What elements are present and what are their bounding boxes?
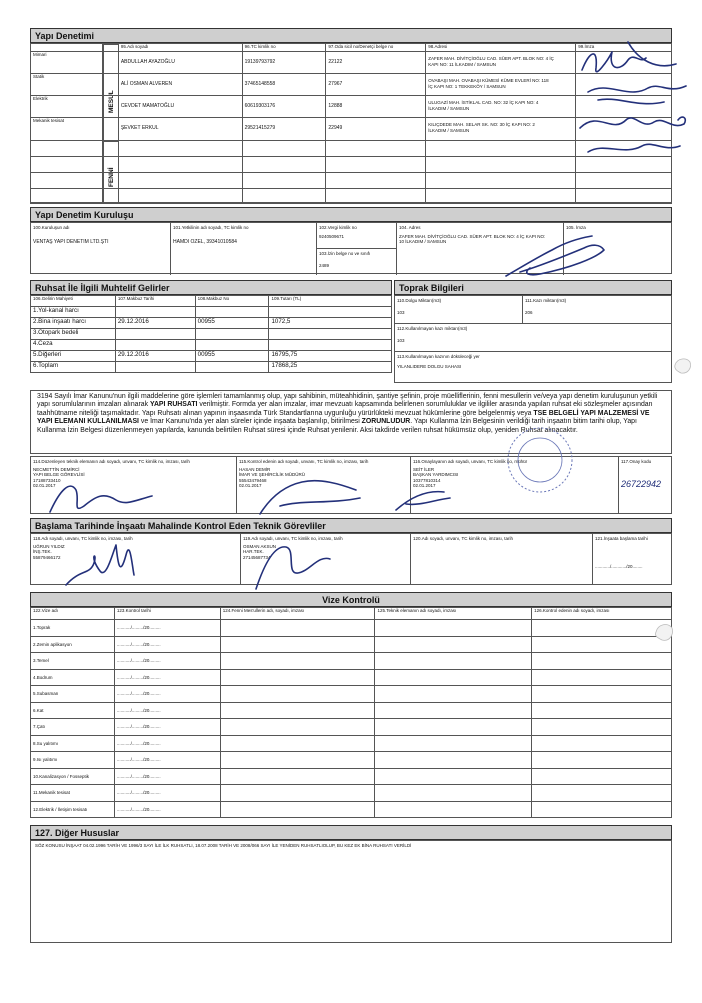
approval-114-name: NECMETTİN DEMİRCİ [33, 466, 80, 472]
approval-116-date: 02.01.2017 [413, 483, 436, 488]
section-ruhsat: Ruhsat İle İlgili Muhtelif Gelirler [30, 280, 392, 295]
toprak-kullanilmayan: 103 [397, 337, 405, 343]
vize-row-date: .........../........./20......... [114, 653, 220, 670]
gelir-date [115, 340, 195, 351]
gelir-header-tutar: 109.Tutarı (TL) [269, 296, 392, 307]
baslama-119-title: HAR.TEK. [243, 549, 264, 554]
vize-row-name: 9.Isı yalıtımı [31, 752, 115, 769]
toprak-dolgu: 103 [397, 309, 405, 315]
toprak-kazi-label: 111.Kazı miktarı(m3) [525, 298, 567, 303]
approval-115-date: 02.01.2017 [239, 483, 262, 488]
vize-row-name: 6.Kat [31, 702, 115, 719]
gelir-amount: 1072,5 [269, 318, 392, 329]
approval-114-label: 114.Düzenleyen teknik elemanın adı soyadı, unvanı, TC kimlik no, imzası, tarih [33, 459, 190, 464]
statement-part-3: ve İmar Kanunu'nda yer alan süreler içinde inşaata başlanılıp, bitirilmesi [138, 418, 362, 426]
vize-row-name: 4.Bodrum [31, 669, 115, 686]
denetim-name: ALİ OSMAN ALVEREN [118, 74, 242, 96]
vize-row-date: .........../........./20......... [114, 785, 220, 802]
denetim-role: Statik [31, 74, 103, 96]
denetim-role: Mekanik tesisat [31, 118, 103, 141]
gelir-date [115, 329, 195, 340]
baslama-signatures [60, 525, 340, 595]
gelir-name: 4.Ceza [31, 340, 116, 351]
vize-row-date: .........../........./20......... [114, 719, 220, 736]
gelir-no: 00955 [195, 318, 269, 329]
gelir-no [195, 340, 269, 351]
ruhsat-statement [30, 390, 672, 454]
gelir-header-tarih: 107.Makbuz Tarihi [115, 296, 195, 307]
toprak-block [394, 295, 672, 383]
baslama-118-title: İNŞ.TEK. [33, 549, 52, 554]
kurulus-adres-1: ZAFER MAH. DİVİTÇİOĞLU CAD. SÜER APT. BLOK NO: 4 İÇ KAPI NO: [399, 233, 546, 239]
baslama-120-label: 120.Adı soyadı, unvanı, TC kimlik no, imzası, tarih [413, 536, 513, 541]
approval-114-tc: 17188733410 [33, 477, 61, 483]
kurulus-yetkili: HAMDİ ÖZEL, 39341010584 [173, 238, 237, 245]
baslama-118-name: UĞRUN YILDIZ [33, 543, 65, 549]
denetim-header-name: 95.Adı soyadı [118, 44, 242, 52]
gelir-name: 3.Otopark bedeli [31, 329, 116, 340]
gelir-date [115, 307, 195, 318]
gelir-date: 29.12.2016 [115, 318, 195, 329]
denetim-header-tc: 96.TC kimlik no [242, 44, 326, 52]
vize-row-date: .........../........./20......... [114, 801, 220, 818]
kurulus-imza-label: 105. İmza [566, 225, 586, 230]
vize-header-teknik: 125.Teknik elemanın adı soyadı, imzası [375, 608, 532, 620]
approval-115-name: HASAN DEMİR [239, 466, 271, 472]
approval-115-tc: 55543479468 [239, 477, 267, 483]
gelir-total: 17868,25 [269, 362, 392, 373]
gelir-header-no: 108.Makbuz No [195, 296, 269, 307]
approval-114-title: YAPI BELGE GÖREVLİSİ [33, 472, 85, 477]
section-kurulus: Yapı Denetim Kuruluşu [30, 207, 672, 222]
vize-row-date: .........../........./20......... [114, 669, 220, 686]
vize-row-name: 8.Su yalıtımı [31, 735, 115, 752]
statement-part-4: . Yapı Kullanma İzin Belgesinin verildiği tarih inşaatın bitim tarihi olup, Yapı Kullanma İzin Belgesi düzenlenmeyen yapılarda, kanunda belirtilen Ruhsat süresi içinde Ruhsat yenilenir. Aksi takdirde verilen ruhsat hükümsüz olup, yeniden Ruhsat alınacaktır. [37, 418, 637, 434]
gelir-no [195, 307, 269, 318]
vize-row-date: .........../........./20......... [114, 752, 220, 769]
baslama-119-name: OSMAN AKSUN [243, 543, 277, 549]
statement-bold-zorunludur: ZORUNLUDUR [361, 418, 411, 426]
denetim-name: ŞEVKET ERKUL [118, 118, 242, 141]
kurulus-izin: 2489 [319, 262, 330, 268]
section-diger: 127. Diğer Hususlar [30, 825, 672, 840]
denetim-address-2: İLKADIM / SAMSUN [428, 105, 470, 111]
denetim-sicil: 27967 [326, 74, 426, 96]
vize-header-name: 122.Vize adı [31, 608, 115, 620]
gelir-date [115, 362, 195, 373]
gelir-no [195, 329, 269, 340]
approval-signatures [40, 470, 460, 520]
baslama-118-tc: 55879466172 [33, 554, 61, 560]
baslama-119-tc: 27145687734 [243, 554, 271, 560]
denetim-address-1: OVABAŞI MAH. OVABAŞI KÜMESİ KÜME EVLERİ NO: 118 [428, 78, 549, 83]
diger-text: SÖZ KONUSU İNŞAAT 04.02.1996 TARİH VE 1996/3 SAYI İLE İLK RUHSATLI, 18.07.2008 TARİH VE 2008/066 SAYI İLE YENİDEN RUHSATLIOLUP, BU KEZ EK BİNA RUHSATI VERİLDİ [35, 843, 412, 848]
denetim-tc: 19139793792 [242, 52, 326, 74]
kurulus-name-label: 100.Kuruluşun adı [33, 225, 70, 230]
kurulus-vergi-label: 102.Vergi kimlik no [319, 225, 357, 230]
fenni-label: FENNİ [108, 167, 115, 187]
approval-114-date: 02.01.2017 [33, 483, 56, 488]
denetim-address-1: KILIÇDEDE MAH. SELAR SK. NO: 30 İÇ KAPI NO: 2 [428, 122, 535, 127]
statement-part-1: 3194 Sayılı İmar Kanunu'nun ilgili maddelerine göre işlemleri tamamlanmış olup, yapı sahibinin, müteahhidinin, şantiye şefinin, proje müelliflerinin, fenni mesullerin ve/veya yapı denetim kuruluşunun yetkili yapı sorumlularının imzaları alınarak [37, 393, 658, 409]
denetim-tc: 60619303176 [242, 96, 326, 118]
gelir-amount: 16795,75 [269, 351, 392, 362]
vize-row-name: 2.Zemin aplikasyon [31, 636, 115, 653]
kurulus-izin-label: 103.İzin belge no ve sınıfı [319, 251, 371, 256]
approval-115-label: 115.Kontrol edenin adı soyadı, unvanı, TC kimlik no, imzası, tarih [239, 459, 369, 464]
vize-row-name: 5.Subasman [31, 686, 115, 703]
denetim-tc: 29521415279 [242, 118, 326, 141]
gelir-header-mahiyet: 106.Gelirin Mahiyeti [31, 296, 116, 307]
official-seal [505, 425, 575, 495]
vize-table [30, 607, 672, 818]
gelir-name: 2.Bina inşaatı harcı [31, 318, 116, 329]
vize-header-date: 123.Kontrol tarihi [114, 608, 220, 620]
section-yapi-denetimi: Yapı Denetimi [30, 28, 672, 43]
gelir-no: 00955 [195, 351, 269, 362]
kurulus-adres-2: 10 İLKADIM / SAMSUN [399, 239, 447, 244]
kurulus-vergi: 9240509671 [319, 233, 345, 239]
denetim-sicil: 22949 [326, 118, 426, 141]
gelir-name: 5.Diğerleri [31, 351, 116, 362]
gelir-name: 6.Toplam [31, 362, 116, 373]
vize-row-date: .........../........./20......... [114, 686, 220, 703]
vize-row-name: 11.Mekanik tesisat [31, 785, 115, 802]
gelir-name: 1.Yol-kanal harcı [31, 307, 116, 318]
denetim-header-address: 98.Adresi [426, 44, 576, 52]
toprak-kazi: 206 [525, 309, 533, 315]
gelir-amount [269, 340, 392, 351]
gelirler-table [30, 295, 392, 373]
vize-row-date: .........../........./20......... [114, 620, 220, 637]
denetim-address-2: İÇ KAPI NO: 1 TEKKEKÖY / SAMSUN [428, 83, 506, 89]
vize-header-fenni: 124.Fenni Mes'ullerin adı, soyadı, imzası [220, 608, 375, 620]
kurulus-adres-label: 104. Adres [399, 225, 421, 230]
vize-row-name: 12.Elektrik / İletişim tesisatı [31, 801, 115, 818]
vize-row-name: 1.Toprak [31, 620, 115, 637]
vize-row-date: .........../........./20......... [114, 636, 220, 653]
vize-row-date: .........../........./20......... [114, 702, 220, 719]
denetim-header-signature: 99.İmza [576, 44, 672, 52]
denetim-address-2: İLKADIM / SAMSUN [428, 127, 470, 133]
approval-code: 26722942 [621, 478, 662, 489]
denetim-name: CEVDET MAMATOĞLU [118, 96, 242, 118]
denetim-sicil: 22122 [326, 52, 426, 74]
denetim-role: Elektrik [31, 96, 103, 118]
mesul-label: MESUL [108, 90, 115, 113]
denetim-header-sicil: 97.Oda sicil no/Denetçi belge no [326, 44, 426, 52]
vize-row-name: 7.Çatı [31, 719, 115, 736]
denetim-address-2: KAPI NO: 11 İLKADIM / SAMSUN [428, 61, 496, 67]
section-toprak: Toprak Bilgileri [394, 280, 672, 295]
gelir-amount [269, 329, 392, 340]
vize-row-name: 3.Temel [31, 653, 115, 670]
baslama-121-label: 121.İnşaata başlama tarihi [595, 536, 648, 541]
approval-115-title: İMAR VE ŞEHİRCİLİK MÜDÜRÜ [239, 472, 306, 477]
vize-row-date: .........../........./20......... [114, 768, 220, 785]
kurulus-name: VENTAŞ YAPI DENETİM LTD.ŞTİ [33, 238, 109, 245]
mesul-signatures [568, 30, 698, 160]
section-baslama: Başlama Tarihinde İnşaatı Mahalinde Kontrol Eden Teknik Görevliler [30, 518, 672, 533]
statement-part-2: verilmiştir. Formda yer alan imzalar, imar mevzuatı kapsamında belirlenen sorumluluklar ve ilgililer arasında yapılan ruhsat eki sözleşmeler açısından taahhütname niteliği taşımaktadır. Yapı Ruhsatı alınan yapının inşaasında Türk Standartlarına uygunluğu yürürlükteki mevzuat hükümlerine göre belgelenmiş veya [37, 401, 653, 417]
gelir-amount [269, 307, 392, 318]
denetim-role: Mimari [31, 52, 103, 74]
kurulus-signature [500, 228, 610, 283]
denetim-address-1: ZAFER MAH. DİVİTÇİOĞLU CAD. SÜER APT. BLOK NO: 4 İÇ [428, 56, 554, 61]
diger-block [30, 840, 672, 943]
approval-116-tc: 10377810314 [413, 477, 441, 483]
denetim-sicil: 12888 [326, 96, 426, 118]
statement-bold-tse: TSE BELGELİ YAPI MALZEMESİ VE YAPI ELEMANI KULLANILMASI [37, 409, 650, 426]
approval-116-name: SEİT İLER [413, 466, 435, 472]
denetim-address-1: ULUGAZİ MAH. İSTİKLAL CAD. NO: 32 İÇ KAPI NO: 4 [428, 100, 539, 105]
paper-punch-mark [672, 354, 694, 376]
statement-bold-ruhsati: YAPI RUHSATI [149, 401, 198, 409]
baslama-date: ............/............/20........ [595, 563, 643, 569]
baslama-118-label: 118.Adı soyadı, unvanı, TC kimlik no, imzası, tarih [33, 536, 133, 541]
kurulus-yetkili-label: 101.Yetkilinin adı soyadı, TC kimlik no [173, 225, 249, 230]
section-vize: Vize Kontrolü [30, 592, 672, 607]
approval-117-label: 117.Onay kodu [621, 459, 652, 464]
toprak-yer: YILANLIDERE DOLGU SAHASI [397, 363, 462, 369]
gelir-no [195, 362, 269, 373]
approval-116-label: 116.Onaylayanın adı soyadı, unvanı, TC kimlik no, mühür [413, 459, 528, 464]
baslama-119-label: 119.Adı soyadı, unvanı, TC kimlik no, imzası, tarih [243, 536, 343, 541]
denetim-name: ABDULLAH AYAZOĞLU [118, 52, 242, 74]
gelir-date: 29.12.2016 [115, 351, 195, 362]
approval-116-title: BAŞKAN YARDIMCISI [413, 472, 459, 477]
toprak-kullanilmayan-label: 112.Kullanılmayan kazı miktarı(m3) [397, 326, 468, 331]
toprak-dolgu-label: 110.Dolgu Miktarı(m3) [397, 298, 442, 303]
denetim-tc: 37465148558 [242, 74, 326, 96]
vize-header-kontrol: 126.Kontrol edenin adı soyadı, imzası [532, 608, 672, 620]
toprak-yer-label: 113.Kullanılmayan kazının döküleceği yer [397, 354, 480, 359]
vize-row-date: .........../........./20......... [114, 735, 220, 752]
vize-row-name: 10.Kanalizasyon / Fosseptik [31, 768, 115, 785]
paper-tear-mark [652, 620, 676, 644]
